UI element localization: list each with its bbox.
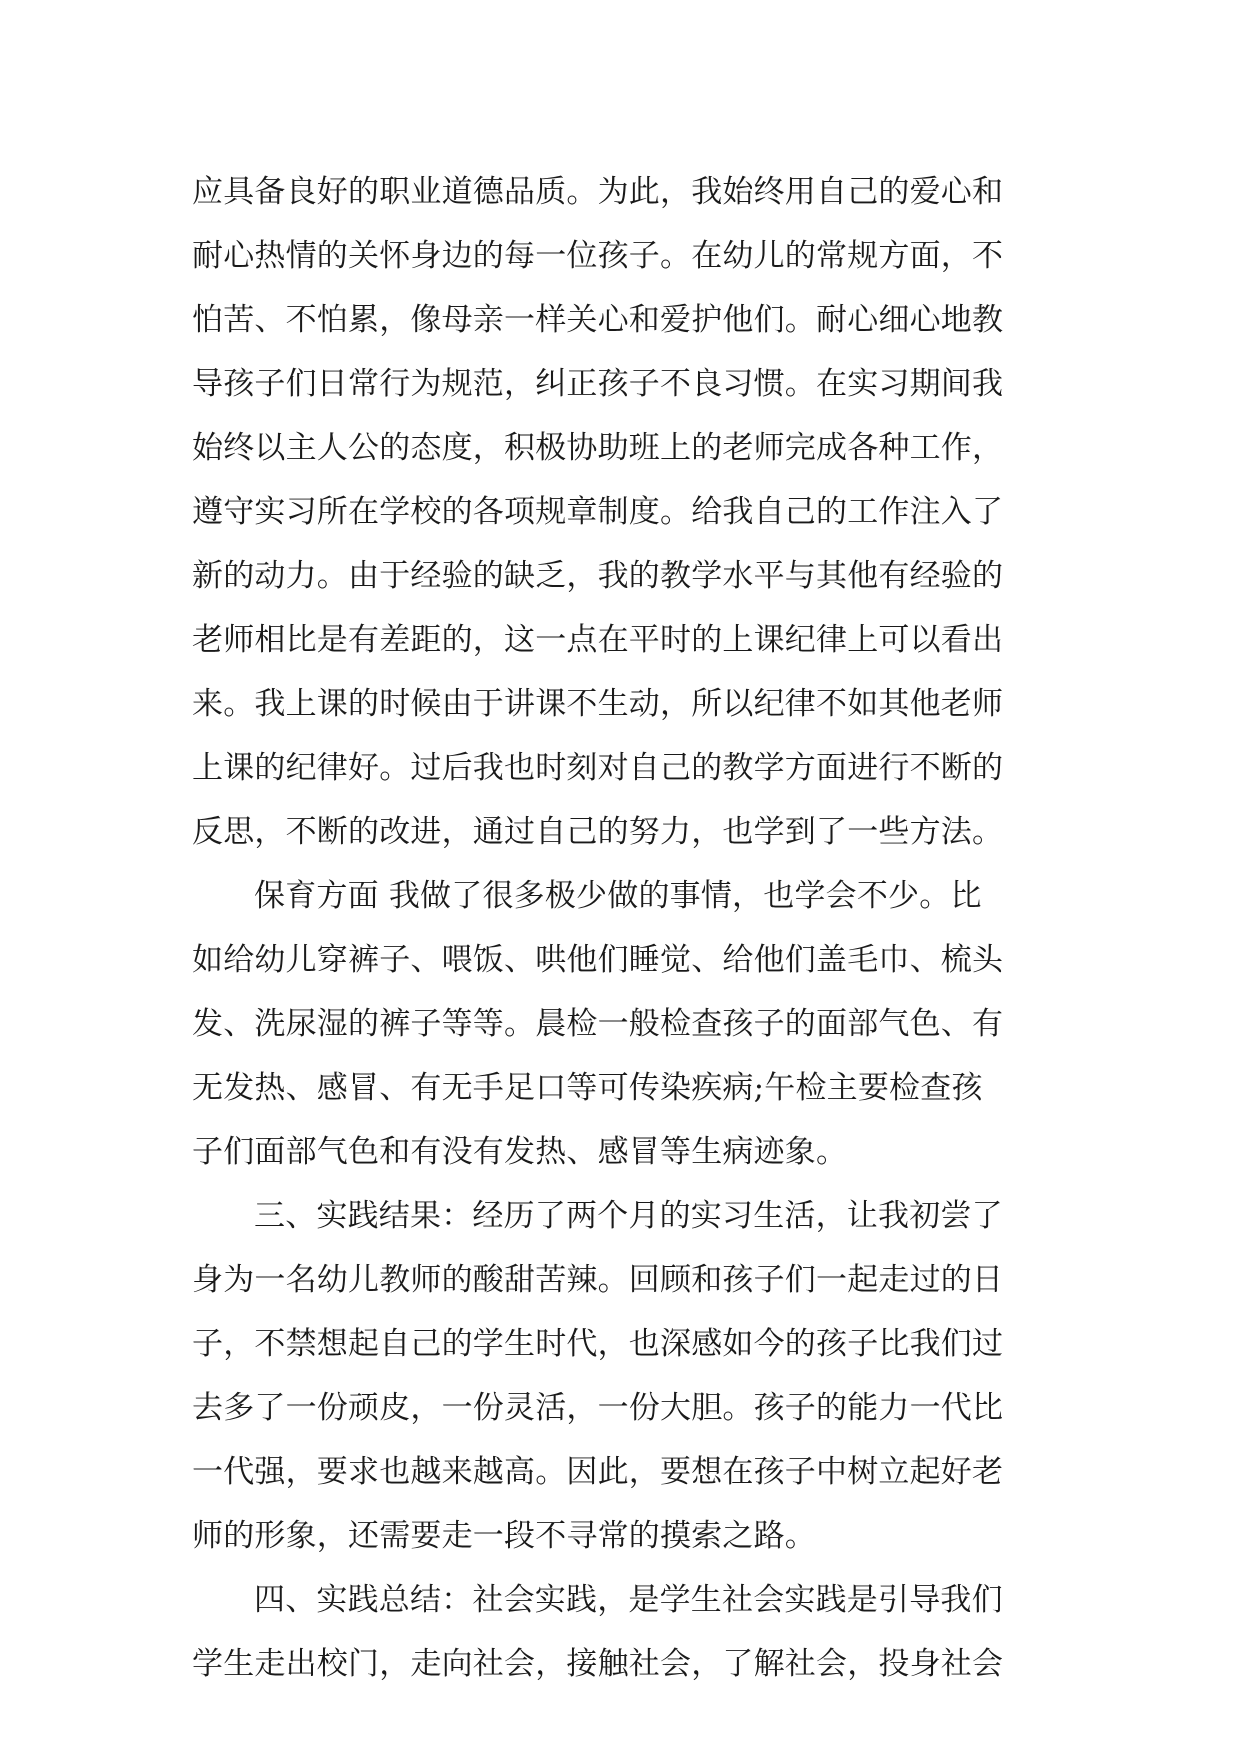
text-line: 始终以主人公的态度，积极协助班上的老师完成各种工作， — [192, 430, 1004, 466]
text-line: 无发热、感冒、有无手足口等可传染疾病;午检主要检查孩 — [192, 1070, 983, 1106]
paragraph-start-line: 保育方面 我做了很多极少做的事情，也学会不少。比 — [254, 878, 982, 914]
text-line: 一代强，要求也越来越高。因此，要想在孩子中树立起好老 — [192, 1454, 1004, 1490]
text-line: 反思，不断的改进，通过自己的努力，也学到了一些方法。 — [192, 814, 1004, 850]
text-line: 身为一名幼儿教师的酸甜苦辣。回顾和孩子们一起走过的日 — [192, 1262, 1004, 1298]
text-line: 发、洗尿湿的裤子等等。晨检一般检查孩子的面部气色、有 — [192, 1006, 1004, 1042]
text-line: 师的形象，还需要走一段不寻常的摸索之路。 — [192, 1518, 816, 1554]
text-line: 子，不禁想起自己的学生时代，也深感如今的孩子比我们过 — [192, 1326, 1004, 1362]
text-line: 耐心热情的关怀身边的每一位孩子。在幼儿的常规方面，不 — [192, 238, 1004, 274]
text-line: 新的动力。由于经验的缺乏，我的教学水平与其他有经验的 — [192, 558, 1004, 594]
text-line: 去多了一份顽皮，一份灵活，一份大胆。孩子的能力一代比 — [192, 1390, 1004, 1426]
body-text — [192, 160, 1062, 1696]
text-line: 老师相比是有差距的，这一点在平时的上课纪律上可以看出 — [192, 622, 1004, 658]
text-line: 导孩子们日常行为规范，纠正孩子不良习惯。在实习期间我 — [192, 366, 1004, 402]
text-line: 来。我上课的时候由于讲课不生动，所以纪律不如其他老师 — [192, 686, 1004, 722]
paragraph-start-line: 四、实践总结：社会实践，是学生社会实践是引导我们 — [254, 1582, 1003, 1618]
text-line: 上课的纪律好。过后我也时刻对自己的教学方面进行不断的 — [192, 750, 1004, 786]
text-line: 遵守实习所在学校的各项规章制度。给我自己的工作注入了 — [192, 494, 1004, 530]
text-line: 应具备良好的职业道德品质。为此，我始终用自己的爱心和 — [192, 174, 1004, 210]
text-line: 怕苦、不怕累，像母亲一样关心和爱护他们。耐心细心地教 — [192, 302, 1004, 338]
text-line: 如给幼儿穿裤子、喂饭、哄他们睡觉、给他们盖毛巾、梳头 — [192, 942, 1004, 978]
text-line: 学生走出校门，走向社会，接触社会，了解社会，投身社会 — [192, 1646, 1004, 1682]
paragraph-start-line: 三、实践结果：经历了两个月的实习生活，让我初尝了 — [254, 1198, 1003, 1234]
text-line: 子们面部气色和有没有发热、感冒等生病迹象。 — [192, 1134, 848, 1170]
